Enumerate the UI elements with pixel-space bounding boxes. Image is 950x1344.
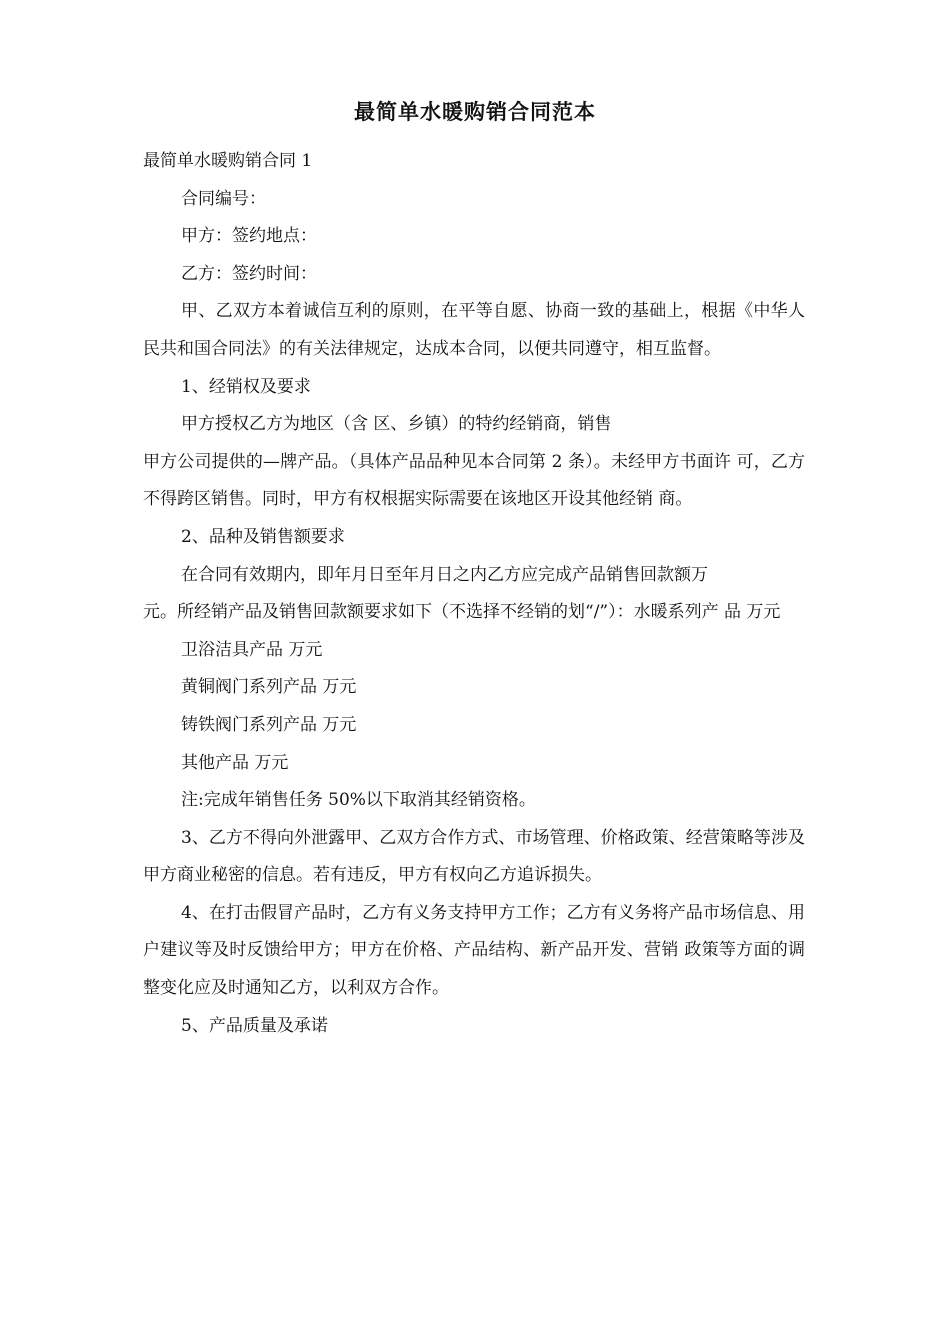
party-b-signing-time: 乙方：签约时间： <box>181 263 317 284</box>
contract-number-field: 合同编号： <box>181 188 266 209</box>
section-3-paragraph: 3、乙方不得向外泄露甲、乙双方合作方式、市场管理、价格政策、经营策略等涉及甲方商业秘密的信息。若有违反，甲方有权向乙方追诉损失。 <box>143 827 805 886</box>
section-1-paragraph-continued: 甲方公司提供的—牌产品。（具体产品品种见本合同第 2 条）。未经甲方书面许 可，乙方不得跨区销售。同时，甲方有权根据实际需要在该地区开设其他经销 商。 <box>143 451 805 510</box>
product-line-cast-iron-valves: 铸铁阀门系列产品 万元 <box>181 714 357 735</box>
document-body <box>143 143 805 1045</box>
section-1-paragraph-line-1: 甲方授权乙方为地区（含 区、乡镇）的特约经销商，销售 <box>181 414 612 435</box>
contract-heading: 最简单水暖购销合同 1 <box>143 151 313 171</box>
product-line-other: 其他产品 万元 <box>181 752 289 773</box>
section-1-heading: 1、经销权及要求 <box>181 376 311 397</box>
section-2-paragraph-continued: 元。所经销产品及销售回款额要求如下（不选择不经销的划“/”）：水暖系列产 品 万元 <box>143 602 781 623</box>
preamble-paragraph: 甲、乙双方本着诚信互利的原则，在平等自愿、协商一致的基础上，根据《中华人民共和国合同法》的有关法律规定，达成本合同，以便共同遵守，相互监督。 <box>143 301 805 359</box>
section-2-heading: 2、品种及销售额要求 <box>181 526 345 547</box>
section-2-paragraph-line-1: 在合同有效期内，即年月日至年月日之内乙方应完成产品销售回款额万 <box>181 564 708 585</box>
section-4-paragraph: 4、在打击假冒产品时，乙方有义务支持甲方工作；乙方有义务将产品市场信息、用户建议等及时反馈给甲方；甲方在价格、产品结构、新产品开发、营销 政策等方面的调整变化应及时通知乙方，以利双方合作。 <box>143 902 805 999</box>
sales-target-note: 注:完成年销售任务 50%以下取消其经销资格。 <box>181 790 536 811</box>
product-line-brass-valves: 黄铜阀门系列产品 万元 <box>181 677 357 698</box>
document-title: 最简单水暖购销合同范本 <box>354 100 596 124</box>
product-line-sanitary-ware: 卫浴洁具产品 万元 <box>181 639 323 660</box>
party-a-signing-location: 甲方：签约地点： <box>181 226 317 247</box>
section-5-heading: 5、产品质量及承诺 <box>181 1015 328 1036</box>
